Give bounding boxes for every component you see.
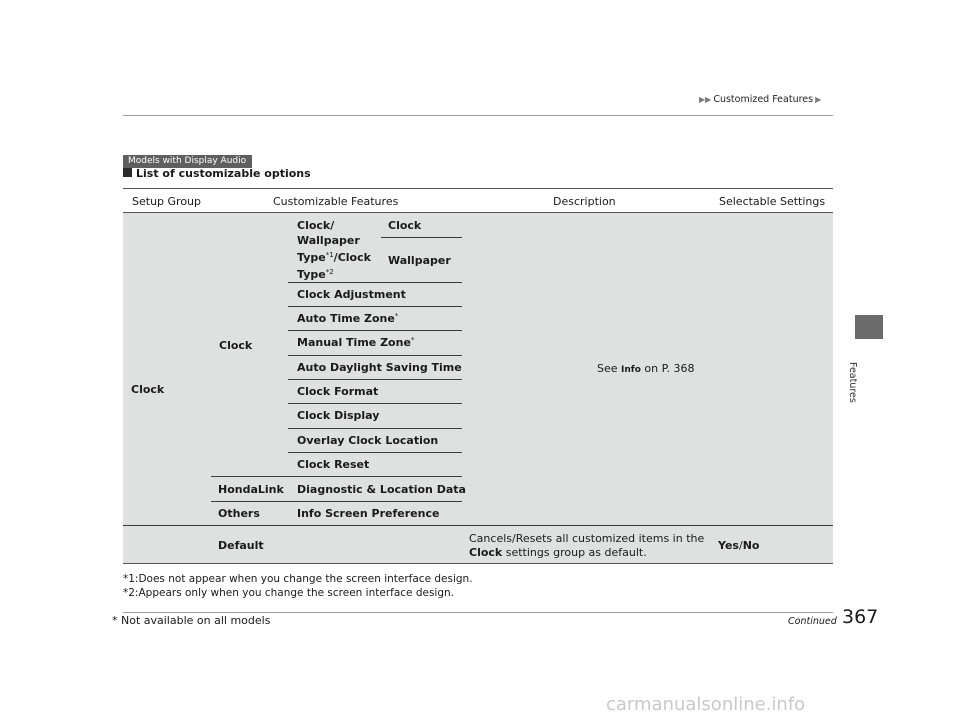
section-title-text: List of customizable options (136, 167, 311, 180)
description-see-info: See Info on P. 368 (597, 362, 695, 375)
note-2: *2:Appears only when you change the screen interface design. (123, 587, 455, 599)
feature-clock-reset: Clock Reset (297, 458, 370, 471)
row-divider (288, 428, 462, 429)
feature-info-screen-preference: Info Screen Preference (297, 507, 440, 520)
column-header-selectable-settings: Selectable Settings (719, 195, 826, 208)
row-divider (288, 306, 462, 307)
row-divider (288, 282, 462, 283)
footer-rule (123, 612, 833, 613)
column-header-setup-group: Setup Group (132, 195, 202, 208)
model-badge: Models with Display Audio (123, 155, 252, 168)
breadcrumb (699, 94, 821, 105)
subgroup-clock: Clock (219, 339, 253, 352)
feature-clock-wallpaper-type: Clock/ Wallpaper Type$^{*1}$/Clock Type$^{*2}$ (297, 219, 371, 281)
watermark: carmanualsonline.info (606, 694, 806, 715)
column-header-description: Description (553, 195, 616, 208)
square-bullet-icon (123, 168, 132, 177)
feature-auto-daylight-saving-time: Auto Daylight Saving Time (297, 361, 462, 374)
default-description: Cancels/Resets all customized items in the Clock settings group as default. (469, 532, 705, 559)
triangle-right-icon: ▶ (815, 95, 822, 104)
row-divider (288, 403, 462, 404)
feature-clock-format: Clock Format (297, 385, 379, 398)
note-1: *1:Does not appear when you change the screen interface design. (123, 573, 473, 585)
default-settings: Yes/No (718, 539, 760, 552)
row-divider (288, 330, 462, 331)
setup-group-default: Default (218, 539, 264, 552)
breadcrumb-label: Customized Features (713, 94, 814, 105)
feature-clock-display: Clock Display (297, 409, 380, 422)
footnote: * Not available on all models (112, 614, 271, 627)
side-tab-label: Features (847, 362, 858, 403)
feature-manual-time-zone: Manual Time Zone* (297, 336, 415, 349)
row-divider (288, 379, 462, 380)
feature-auto-time-zone: Auto Time Zone* (297, 312, 399, 325)
row-divider (211, 501, 462, 502)
row-divider (211, 476, 462, 477)
feature-clock: Clock (388, 219, 422, 232)
feature-clock-adjustment: Clock Adjustment (297, 288, 406, 301)
feature-wallpaper: Wallpaper (388, 254, 451, 267)
row-divider (381, 237, 462, 238)
setup-group-clock: Clock (131, 383, 165, 396)
header-rule (123, 115, 833, 116)
section-title (123, 167, 311, 180)
row-divider (288, 452, 462, 453)
page-number: 367 (842, 606, 879, 628)
subgroup-others: Others (218, 507, 260, 520)
feature-diagnostic-location-data: Diagnostic & Location Data (297, 483, 466, 496)
feature-overlay-clock-location: Overlay Clock Location (297, 434, 439, 447)
table-top-rule (123, 188, 833, 189)
subgroup-hondalink: HondaLink (218, 483, 284, 496)
triangle-right-icon: ▶▶ (699, 95, 712, 104)
row-divider (288, 355, 462, 356)
side-tab-marker (855, 315, 883, 339)
column-header-customizable-features: Customizable Features (273, 195, 399, 208)
default-row-divider (123, 525, 833, 526)
continued-label: Continued (788, 616, 837, 627)
